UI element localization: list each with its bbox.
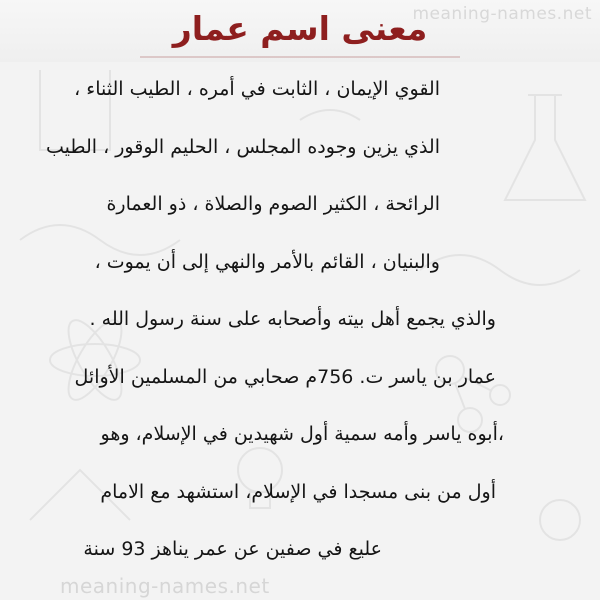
site-watermark-bottom: meaning-names.net [60, 574, 270, 598]
site-watermark-top: meaning-names.net [412, 4, 592, 24]
text-line-9: عليع في صفين عن عمر يناهز 93 سنة [83, 538, 382, 560]
text-line-8: أول من بنى مسجدا في الإسلام، استشهد مع الامام [100, 480, 496, 503]
page-title: معنى اسم عمار [172, 9, 428, 48]
title-underline [140, 56, 460, 58]
text-line-6: عمار بن ياسر ت. 756م صحابي من المسلمين الأوائل [74, 365, 496, 388]
text-line-4: والبنيان ، القائم بالأمر والنهي إلى أن يموت ، [94, 250, 440, 273]
text-line-3: الرائحة ، الكثير الصوم والصلاة ، ذو العمارة [106, 193, 440, 215]
text-line-5: والذي يجمع أهل بيته وأصحابه على سنة رسول الله . [89, 308, 496, 330]
meaning-text-block [18, 66, 582, 584]
text-line-2: الذي يزين وجوده المجلس ، الحليم الوقور ، الطيب [46, 135, 440, 158]
text-line-7: ،أبوه ياسر وأمه سمية أول شهيدين في الإسلام، وهو [100, 423, 504, 445]
text-line-1: القوي الإيمان ، الثابت في أمره ، الطيب الثناء ، [74, 78, 440, 100]
